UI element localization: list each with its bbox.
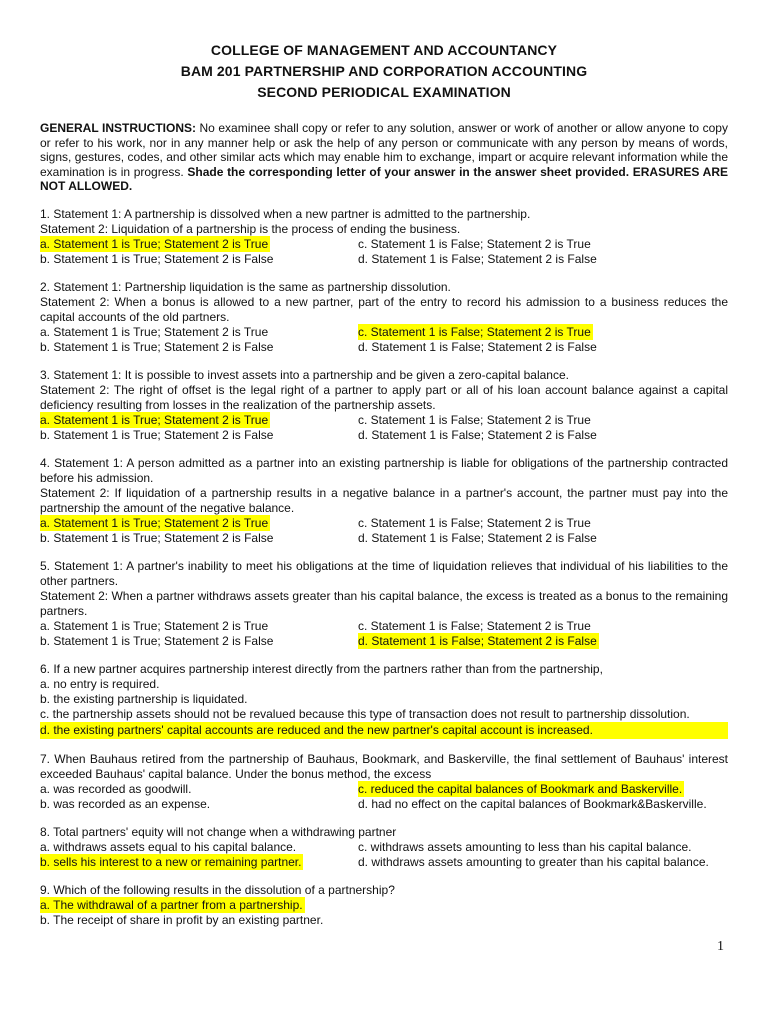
general-instructions bbox=[40, 121, 728, 194]
option-highlighted-answer bbox=[40, 722, 728, 739]
option-text: a. Statement 1 is True; Statement 2 is True bbox=[40, 236, 269, 251]
question-2-options bbox=[40, 325, 728, 355]
option bbox=[40, 428, 358, 443]
option-text: b. Statement 1 is True; Statement 2 is False bbox=[40, 427, 274, 442]
question-5 bbox=[40, 559, 728, 649]
question-5-stem: Statement 2: When a partner withdraws assets greater than his capital balance, the excess is treated as a bonus to the remaining partners. bbox=[40, 588, 728, 618]
option bbox=[40, 619, 358, 634]
option-text: b. The receipt of share in profit by an existing partner. bbox=[40, 912, 324, 927]
option bbox=[358, 252, 728, 267]
option-text: d. Statement 1 is False; Statement 2 is False bbox=[358, 427, 597, 442]
option-text: b. Statement 1 is True; Statement 2 is False bbox=[40, 339, 274, 354]
question-5-stem: 5. Statement 1: A partner's inability to meet his obligations at the time of liquidation relieves that individual of his liabilities to the other partners. bbox=[40, 558, 728, 588]
option bbox=[40, 677, 728, 692]
option-text: d. had no effect on the capital balances of Bookmark&Baskerville. bbox=[358, 796, 707, 811]
option-text: d. Statement 1 is False; Statement 2 is False bbox=[358, 530, 597, 545]
option-text: c. Statement 1 is False; Statement 2 is True bbox=[358, 618, 591, 633]
header-college-line: COLLEGE OF MANAGEMENT AND ACCOUNTANCY bbox=[210, 42, 558, 58]
option bbox=[358, 855, 728, 870]
option-text: c. withdraws assets amounting to less than his capital balance. bbox=[358, 839, 692, 854]
option-text: b. Statement 1 is True; Statement 2 is False bbox=[40, 251, 274, 266]
instructions-bold-tail: Shade the corresponding letter of your answer in the answer sheet provided. ERASURES ARE NOT ALLOWED. bbox=[40, 164, 728, 194]
question-8 bbox=[40, 825, 728, 870]
option-text: b. the existing partnership is liquidated. bbox=[40, 691, 248, 706]
option-highlighted-answer bbox=[358, 782, 728, 797]
question-6-options bbox=[40, 677, 728, 739]
option-highlighted-answer bbox=[40, 413, 358, 428]
question-1-stem: Statement 2: Liquidation of a partnership is the process of ending the business. bbox=[40, 221, 461, 236]
option-text: b. was recorded as an expense. bbox=[40, 796, 211, 811]
instructions-body: No examinee shall copy or refer to any solution, answer or work of another or allow anyone to copy or refer to his work, nor in any manner help or ask the help of any person or communicate with any person by means of words, signs, gestures, codes, and other similar acts which may enable him to exchange, impart or acquire relevant information while the examination is in progress. bbox=[40, 121, 728, 179]
option-text: a. Statement 1 is True; Statement 2 is True bbox=[40, 618, 269, 633]
option bbox=[40, 840, 358, 855]
question-4-stem: 4. Statement 1: A person admitted as a partner into an existing partnership is liable for obligations of the partnership contracted before his admission. bbox=[40, 455, 728, 485]
option bbox=[40, 692, 728, 707]
option-highlighted-answer bbox=[40, 237, 358, 252]
option-text: c. Statement 1 is False; Statement 2 is True bbox=[358, 324, 591, 339]
question-9-options bbox=[40, 898, 728, 928]
header-course-line: BAM 201 PARTNERSHIP AND CORPORATION ACCOUNTING bbox=[180, 63, 588, 79]
questions bbox=[40, 207, 728, 928]
option-text: a. Statement 1 is True; Statement 2 is True bbox=[40, 515, 269, 530]
option-text: b. sells his interest to a new or remaining partner. bbox=[40, 854, 302, 869]
option-text: c. Statement 1 is False; Statement 2 is True bbox=[358, 412, 591, 427]
page-number: 1 bbox=[717, 939, 724, 954]
question-5-options bbox=[40, 619, 728, 649]
option-text: d. Statement 1 is False; Statement 2 is False bbox=[358, 339, 597, 354]
header-exam-line: SECOND PERIODICAL EXAMINATION bbox=[257, 84, 511, 100]
document-header bbox=[40, 40, 728, 103]
option bbox=[358, 619, 728, 634]
option bbox=[40, 913, 728, 928]
option bbox=[40, 707, 728, 722]
question-4-options bbox=[40, 516, 728, 546]
option-text: a. no entry is required. bbox=[40, 676, 160, 691]
question-2 bbox=[40, 280, 728, 355]
option-text: c. Statement 1 is False; Statement 2 is True bbox=[358, 515, 591, 530]
option-text: d. Statement 1 is False; Statement 2 is False bbox=[358, 251, 597, 266]
option-text: b. Statement 1 is True; Statement 2 is False bbox=[40, 633, 274, 648]
question-6-stem: 6. If a new partner acquires partnership interest directly from the partners rather than from the partnership, bbox=[40, 661, 603, 676]
option bbox=[358, 516, 728, 531]
question-7-stem: 7. When Bauhaus retired from the partnership of Bauhaus, Bookmark, and Baskerville, the final settlement of Bauhaus' interest exceeded Bauhaus' capital balance. Under the bonus method, the excess bbox=[40, 751, 728, 781]
option-highlighted-answer bbox=[358, 634, 728, 649]
question-2-stem: 2. Statement 1: Partnership liquidation is the same as partnership dissolution. bbox=[40, 279, 451, 294]
option bbox=[358, 428, 728, 443]
option-text: a. was recorded as goodwill. bbox=[40, 781, 192, 796]
question-6 bbox=[40, 662, 728, 739]
option-text: a. withdraws assets equal to his capital balance. bbox=[40, 839, 297, 854]
question-3-options bbox=[40, 413, 728, 443]
question-1-stem: 1. Statement 1: A partnership is dissolved when a new partner is admitted to the partnership. bbox=[40, 206, 531, 221]
question-3-stem: Statement 2: The right of offset is the legal right of a partner to apply part or all of his loan account balance against a capital deficiency resulting from losses in the realization of the partnership assets. bbox=[40, 382, 728, 412]
option bbox=[40, 531, 358, 546]
option-text: c. reduced the capital balances of Bookmark and Baskerville. bbox=[358, 781, 683, 796]
question-7-options bbox=[40, 782, 728, 812]
option-text: b. Statement 1 is True; Statement 2 is False bbox=[40, 530, 274, 545]
option-text: a. The withdrawal of a partner from a partnership. bbox=[40, 897, 303, 912]
option bbox=[40, 782, 358, 797]
option bbox=[40, 340, 358, 355]
option-text: d. withdraws assets amounting to greater than his capital balance. bbox=[358, 854, 709, 869]
question-2-stem: Statement 2: When a bonus is allowed to a new partner, part of the entry to record his admission to a business reduces the capital accounts of the old partners. bbox=[40, 294, 728, 324]
option-text: a. Statement 1 is True; Statement 2 is True bbox=[40, 412, 269, 427]
option-text: d. the existing partners' capital accounts are reduced and the new partner's capital account is increased. bbox=[40, 722, 728, 739]
option bbox=[40, 252, 358, 267]
option bbox=[358, 531, 728, 546]
question-4 bbox=[40, 456, 728, 546]
question-3 bbox=[40, 368, 728, 443]
option-highlighted-answer bbox=[40, 516, 358, 531]
option-highlighted-answer bbox=[40, 898, 728, 913]
option bbox=[40, 634, 358, 649]
question-1-options bbox=[40, 237, 728, 267]
instructions-label: GENERAL INSTRUCTIONS: bbox=[40, 121, 196, 135]
question-7 bbox=[40, 752, 728, 812]
question-4-stem: Statement 2: If liquidation of a partnership results in a negative balance in a partner's account, the partner must pay into the partnership the amount of the negative balance. bbox=[40, 485, 728, 515]
option-text: d. Statement 1 is False; Statement 2 is False bbox=[358, 633, 597, 648]
option bbox=[358, 237, 728, 252]
option bbox=[358, 797, 728, 812]
question-8-stem: 8. Total partners' equity will not change when a withdrawing partner bbox=[40, 824, 397, 839]
option-text: c. the partnership assets should not be revalued because this type of transaction does not result to partnership dissolution. bbox=[40, 706, 690, 721]
option bbox=[358, 340, 728, 355]
option-highlighted-answer bbox=[358, 325, 728, 340]
question-9-stem: 9. Which of the following results in the dissolution of a partnership? bbox=[40, 882, 395, 897]
option-text: c. Statement 1 is False; Statement 2 is True bbox=[358, 236, 591, 251]
question-3-stem: 3. Statement 1: It is possible to invest assets into a partnership and be given a zero-capital balance. bbox=[40, 367, 569, 382]
question-8-options bbox=[40, 840, 728, 870]
option bbox=[40, 797, 358, 812]
question-9 bbox=[40, 883, 728, 928]
option-text: a. Statement 1 is True; Statement 2 is True bbox=[40, 324, 269, 339]
option bbox=[40, 325, 358, 340]
option bbox=[358, 840, 728, 855]
question-1 bbox=[40, 207, 728, 267]
option-highlighted-answer bbox=[40, 855, 358, 870]
option bbox=[358, 413, 728, 428]
